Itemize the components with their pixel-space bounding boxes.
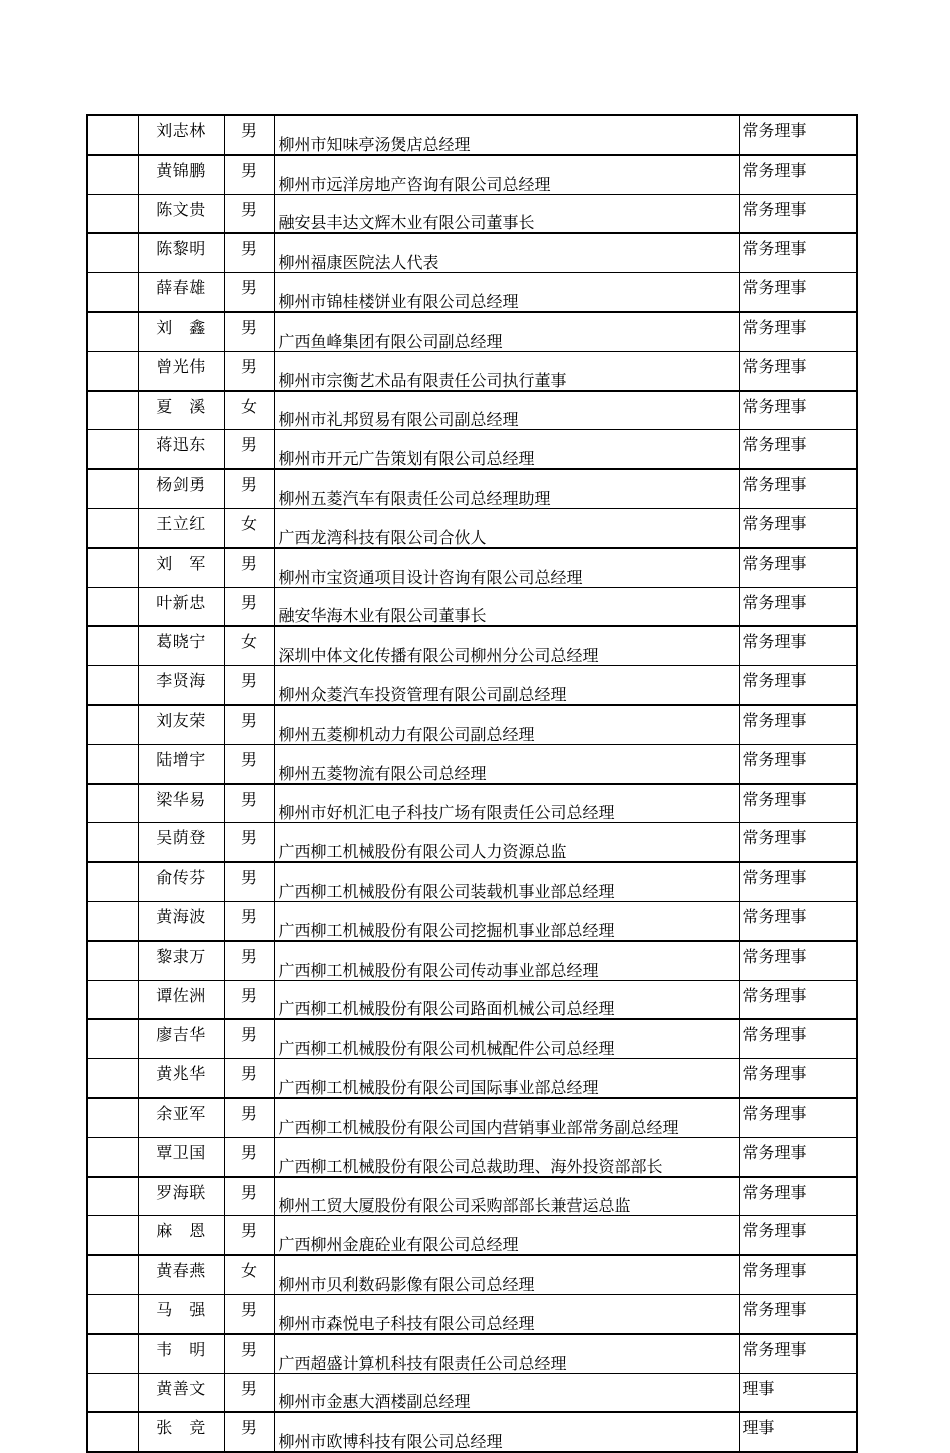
table-row [87,469,857,508]
member-gender-cell: 男 [224,823,274,862]
member-name-cell: 曾光伟 [138,351,224,390]
member-role-cell: 常务理事 [739,862,857,901]
member-role-cell: 常务理事 [739,744,857,783]
row-number-cell [87,155,138,194]
member-organization-cell: 柳州市远洋房地产咨询有限公司总经理 [274,155,739,194]
member-organization-cell: 柳州五菱物流有限公司总经理 [274,744,739,783]
member-gender-cell: 男 [224,1412,274,1452]
member-name-cell: 黄兆华 [138,1059,224,1098]
row-number-cell [87,233,138,272]
table-row [87,862,857,901]
member-name-cell: 谭佐洲 [138,980,224,1019]
member-gender-cell: 男 [224,862,274,901]
member-gender-cell: 女 [224,626,274,665]
row-number-cell [87,1255,138,1294]
member-organization-cell: 融安华海木业有限公司董事长 [274,587,739,626]
member-organization-cell: 广西龙湾科技有限公司合伙人 [274,508,739,547]
member-role-cell: 常务理事 [739,1019,857,1058]
member-name-cell: 张 竞 [138,1412,224,1452]
member-name-cell: 陆增宇 [138,744,224,783]
member-organization-cell: 广西柳工机械股份有限公司国际事业部总经理 [274,1059,739,1098]
member-organization-cell: 柳州市锦桂楼饼业有限公司总经理 [274,273,739,312]
member-name-cell: 葛晓宁 [138,626,224,665]
table-row [87,941,857,980]
member-role-cell: 常务理事 [739,312,857,351]
table-row [87,666,857,705]
member-name-cell: 蒋迅东 [138,430,224,469]
member-name-cell: 黄锦鹏 [138,155,224,194]
table-row [87,744,857,783]
member-organization-cell: 柳州市欧博科技有限公司总经理 [274,1412,739,1452]
row-number-cell [87,548,138,587]
member-organization-cell: 柳州市开元广告策划有限公司总经理 [274,430,739,469]
member-organization-cell: 柳州市好机汇电子科技广场有限责任公司总经理 [274,784,739,823]
member-name-cell: 陈黎明 [138,233,224,272]
member-gender-cell: 男 [224,901,274,940]
row-number-cell [87,941,138,980]
member-organization-cell: 广西柳工机械股份有限公司挖掘机事业部总经理 [274,901,739,940]
member-organization-cell: 柳州市森悦电子科技有限公司总经理 [274,1294,739,1333]
member-role-cell: 常务理事 [739,1059,857,1098]
row-number-cell [87,862,138,901]
member-table [86,114,858,1453]
row-number-cell [87,980,138,1019]
member-name-cell: 刘 鑫 [138,312,224,351]
member-role-cell: 常务理事 [739,1255,857,1294]
member-name-cell: 吴荫登 [138,823,224,862]
table-row [87,1334,857,1373]
table-row [87,155,857,194]
row-number-cell [87,1137,138,1176]
table-row [87,1177,857,1216]
row-number-cell [87,273,138,312]
member-gender-cell: 男 [224,980,274,1019]
member-role-cell: 常务理事 [739,1216,857,1255]
member-gender-cell: 男 [224,1216,274,1255]
member-gender-cell: 男 [224,705,274,744]
member-organization-cell: 柳州福康医院法人代表 [274,233,739,272]
member-organization-cell: 广西柳州金鹿砼业有限公司总经理 [274,1216,739,1255]
row-number-cell [87,587,138,626]
row-number-cell [87,194,138,233]
row-number-cell [87,469,138,508]
row-number-cell [87,666,138,705]
member-gender-cell: 男 [224,430,274,469]
table-row [87,194,857,233]
member-organization-cell: 柳州市礼邦贸易有限公司副总经理 [274,391,739,430]
member-role-cell: 常务理事 [739,469,857,508]
table-row [87,705,857,744]
member-organization-cell: 融安县丰达文辉木业有限公司董事长 [274,194,739,233]
member-organization-cell: 广西柳工机械股份有限公司传动事业部总经理 [274,941,739,980]
member-gender-cell: 男 [224,194,274,233]
member-name-cell: 夏 溪 [138,391,224,430]
member-organization-cell: 广西柳工机械股份有限公司国内营销事业部常务副总经理 [274,1098,739,1137]
table-row [87,430,857,469]
table-row [87,1412,857,1452]
table-row [87,784,857,823]
member-role-cell: 常务理事 [739,351,857,390]
row-number-cell [87,1019,138,1058]
member-gender-cell: 男 [224,941,274,980]
member-gender-cell: 男 [224,155,274,194]
member-organization-cell: 广西柳工机械股份有限公司人力资源总监 [274,823,739,862]
member-role-cell: 常务理事 [739,941,857,980]
member-role-cell: 常务理事 [739,508,857,547]
member-gender-cell: 男 [224,1373,274,1412]
member-gender-cell: 男 [224,666,274,705]
member-name-cell: 刘志林 [138,115,224,155]
row-number-cell [87,784,138,823]
row-number-cell [87,351,138,390]
member-role-cell: 常务理事 [739,273,857,312]
row-number-cell [87,1412,138,1452]
member-organization-cell: 广西柳工机械股份有限公司机械配件公司总经理 [274,1019,739,1058]
member-name-cell: 黄春燕 [138,1255,224,1294]
member-gender-cell: 男 [224,1098,274,1137]
member-name-cell: 廖吉华 [138,1019,224,1058]
member-role-cell: 常务理事 [739,1177,857,1216]
member-role-cell: 常务理事 [739,115,857,155]
table-row [87,587,857,626]
row-number-cell [87,1177,138,1216]
member-gender-cell: 女 [224,391,274,430]
member-role-cell: 常务理事 [739,666,857,705]
member-organization-cell: 柳州众菱汽车投资管理有限公司副总经理 [274,666,739,705]
row-number-cell [87,705,138,744]
member-gender-cell: 男 [224,469,274,508]
member-role-cell: 常务理事 [739,233,857,272]
member-name-cell: 刘 军 [138,548,224,587]
member-gender-cell: 男 [224,1137,274,1176]
member-organization-cell: 柳州五菱汽车有限责任公司总经理助理 [274,469,739,508]
table-row [87,1255,857,1294]
member-organization-cell: 柳州市知味亭汤煲店总经理 [274,115,739,155]
table-row [87,1059,857,1098]
member-role-cell: 常务理事 [739,901,857,940]
member-gender-cell: 男 [224,548,274,587]
member-name-cell: 马 强 [138,1294,224,1333]
row-number-cell [87,1334,138,1373]
row-number-cell [87,626,138,665]
member-gender-cell: 男 [224,312,274,351]
member-organization-cell: 柳州市金惠大酒楼副总经理 [274,1373,739,1412]
member-name-cell: 王立红 [138,508,224,547]
row-number-cell [87,744,138,783]
member-role-cell: 理事 [739,1412,857,1452]
member-role-cell: 常务理事 [739,705,857,744]
member-organization-cell: 广西柳工机械股份有限公司总裁助理、海外投资部部长 [274,1137,739,1176]
member-organization-cell: 柳州工贸大厦股份有限公司采购部部长兼营运总监 [274,1177,739,1216]
member-name-cell: 陈文贵 [138,194,224,233]
member-organization-cell: 柳州五菱柳机动力有限公司副总经理 [274,705,739,744]
member-table-body [87,115,857,1452]
table-row [87,901,857,940]
table-row [87,548,857,587]
row-number-cell [87,115,138,155]
member-name-cell: 刘友荣 [138,705,224,744]
member-name-cell: 俞传芬 [138,862,224,901]
member-gender-cell: 男 [224,233,274,272]
member-role-cell: 常务理事 [739,784,857,823]
member-gender-cell: 男 [224,1294,274,1333]
member-table-container [86,114,856,1453]
member-gender-cell: 男 [224,115,274,155]
member-organization-cell: 广西柳工机械股份有限公司路面机械公司总经理 [274,980,739,1019]
table-row [87,1098,857,1137]
member-name-cell: 黄善文 [138,1373,224,1412]
member-role-cell: 常务理事 [739,587,857,626]
row-number-cell [87,1294,138,1333]
member-role-cell: 常务理事 [739,391,857,430]
member-organization-cell: 柳州市贝利数码影像有限公司总经理 [274,1255,739,1294]
row-number-cell [87,1098,138,1137]
table-row [87,391,857,430]
table-row [87,1294,857,1333]
member-organization-cell: 广西柳工机械股份有限公司装载机事业部总经理 [274,862,739,901]
row-number-cell [87,391,138,430]
member-role-cell: 理事 [739,1373,857,1412]
row-number-cell [87,1373,138,1412]
table-row [87,1373,857,1412]
row-number-cell [87,823,138,862]
member-gender-cell: 男 [224,273,274,312]
row-number-cell [87,508,138,547]
table-row [87,508,857,547]
member-role-cell: 常务理事 [739,548,857,587]
member-name-cell: 薛春雄 [138,273,224,312]
table-row [87,273,857,312]
member-organization-cell: 柳州市宝资通项目设计咨询有限公司总经理 [274,548,739,587]
member-role-cell: 常务理事 [739,1098,857,1137]
table-row [87,1137,857,1176]
member-gender-cell: 男 [224,587,274,626]
table-row [87,233,857,272]
member-organization-cell: 柳州市宗衡艺术品有限责任公司执行董事 [274,351,739,390]
member-gender-cell: 男 [224,1334,274,1373]
member-name-cell: 叶新忠 [138,587,224,626]
member-gender-cell: 男 [224,351,274,390]
table-row [87,1216,857,1255]
table-row [87,626,857,665]
row-number-cell [87,312,138,351]
member-gender-cell: 男 [224,1059,274,1098]
row-number-cell [87,430,138,469]
table-row [87,312,857,351]
member-gender-cell: 女 [224,1255,274,1294]
member-name-cell: 黄海波 [138,901,224,940]
member-organization-cell: 深圳中体文化传播有限公司柳州分公司总经理 [274,626,739,665]
member-role-cell: 常务理事 [739,626,857,665]
member-role-cell: 常务理事 [739,155,857,194]
member-role-cell: 常务理事 [739,194,857,233]
table-row [87,115,857,155]
member-organization-cell: 广西超盛计算机科技有限责任公司总经理 [274,1334,739,1373]
member-name-cell: 覃卫国 [138,1137,224,1176]
member-gender-cell: 男 [224,1019,274,1058]
member-role-cell: 常务理事 [739,823,857,862]
member-name-cell: 罗海联 [138,1177,224,1216]
row-number-cell [87,1216,138,1255]
member-name-cell: 麻 恩 [138,1216,224,1255]
member-role-cell: 常务理事 [739,1334,857,1373]
table-row [87,980,857,1019]
row-number-cell [87,1059,138,1098]
member-gender-cell: 男 [224,784,274,823]
member-name-cell: 李贤海 [138,666,224,705]
member-name-cell: 杨剑勇 [138,469,224,508]
table-row [87,823,857,862]
member-name-cell: 黎隶万 [138,941,224,980]
member-gender-cell: 男 [224,1177,274,1216]
member-name-cell: 余亚军 [138,1098,224,1137]
table-row [87,351,857,390]
member-role-cell: 常务理事 [739,430,857,469]
member-organization-cell: 广西鱼峰集团有限公司副总经理 [274,312,739,351]
member-role-cell: 常务理事 [739,980,857,1019]
member-gender-cell: 女 [224,508,274,547]
member-role-cell: 常务理事 [739,1294,857,1333]
member-role-cell: 常务理事 [739,1137,857,1176]
row-number-cell [87,901,138,940]
member-gender-cell: 男 [224,744,274,783]
member-name-cell: 韦 明 [138,1334,224,1373]
table-row [87,1019,857,1058]
member-name-cell: 梁华易 [138,784,224,823]
